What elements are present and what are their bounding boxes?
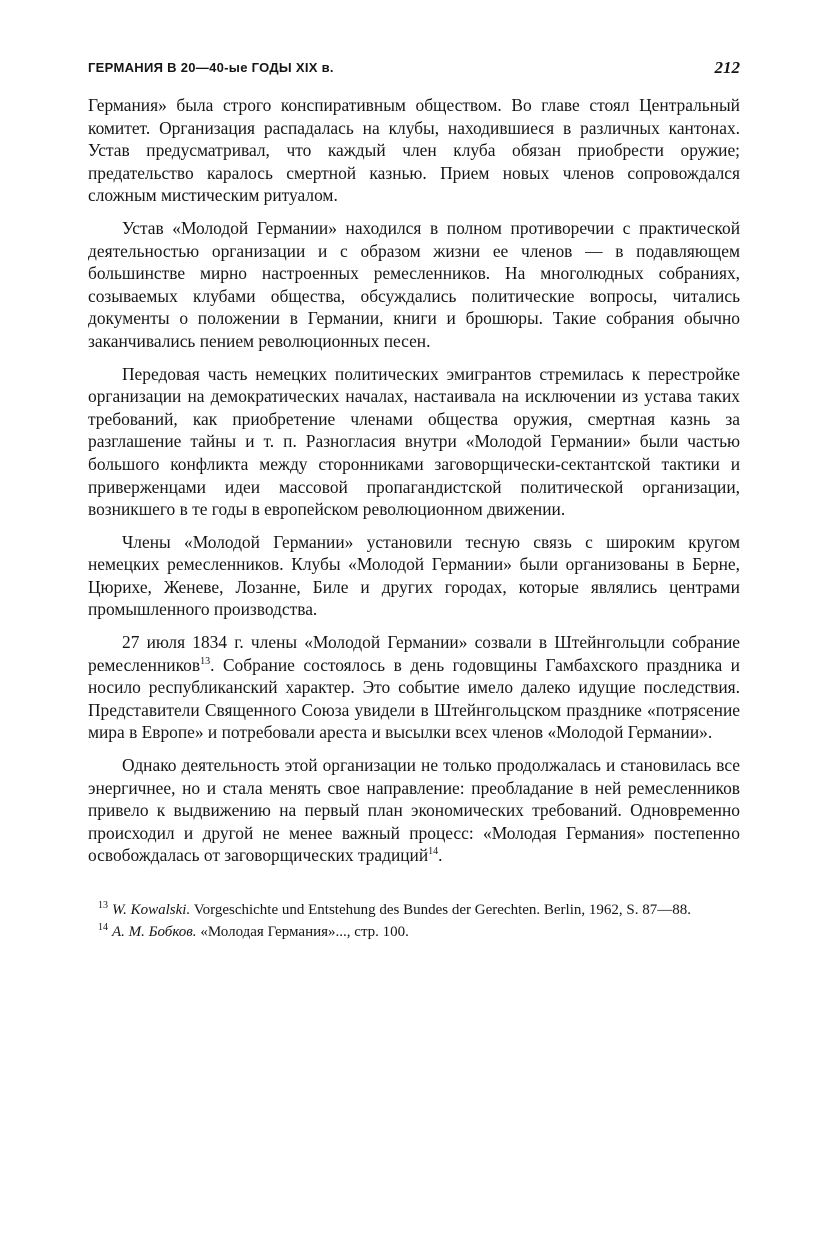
footnote-text: «Молодая Германия»..., стр. 100.	[200, 924, 409, 940]
footnotes	[88, 901, 740, 942]
footnote-ref-13: 13	[200, 655, 211, 667]
running-title: ГЕРМАНИЯ В 20—40-ые ГОДЫ XIX в.	[88, 60, 334, 75]
footnote-number: 13	[98, 900, 108, 911]
footnote-author: А. М. Бобков.	[112, 924, 197, 940]
footnote-number: 14	[98, 922, 108, 933]
book-page	[88, 56, 740, 945]
paragraph-3: Передовая часть немецких политических эмигрантов стремилась к перестройке организации на демократических началах, настаивала на исключении из устава таких требований, как приобретение членами общества оружия, смертная казнь за разглашение тайны и т. п. Разногласия внутри «Молодой Германии» были частью большого конфликта между сторонниками заговорщически-сектантской тактики и приверженцами идеи массовой пропагандистской политической организации, возникшего в те годы в европейском революционном движении.	[88, 363, 740, 520]
page-header	[88, 56, 740, 86]
paragraph-6-text: Однако деятельность этой организации не только продолжалась и становилась все энергичнее, но и стала менять свое направление: преобладание в ней ремесленников привело к выдвижению на первый план экономических требований. Одновременно происходил и другой не менее важный процесс: «Молодая Германия» постепенно освобождалась от заговорщических традиций	[88, 755, 740, 866]
body-text	[88, 94, 740, 867]
paragraph-5-text-a: 27 июля 1834 г. члены «Молодой Германии» созвали в Штейнгольцли собрание ремесленников	[88, 632, 740, 675]
footnote-14	[88, 923, 740, 942]
footnote-13	[88, 901, 740, 920]
footnote-text: Vorgeschichte und Entstehung des Bundes der Gerechten. Berlin, 1962, S. 87—88.	[193, 902, 691, 918]
paragraph-6-end: .	[438, 845, 443, 866]
footnote-ref-14: 14	[428, 846, 439, 858]
paragraph-2: Устав «Молодой Германии» находился в полном противоречии с практической деятельностью организации и с образом жизни ее членов — в подавляющем большинстве мирно настроенных ремесленников. На многолюдных собраниях, созываемых клубами общества, обсуждались политические вопросы, читались документы о положении в Германии, книги и брошюры. Такие собрания обычно заканчивались пением революционных песен.	[88, 217, 740, 351]
paragraph-1: Германия» была строго конспиративным обществом. Во главе стоял Центральный комитет. Организация распадалась на клубы, находившиеся в различных кантонах. Устав предусматривал, что каждый член клуба обязан приобрести оружие; предательство каралось смертной казнью. Прием новых членов сопровождался сложным мистическим ритуалом.	[88, 95, 740, 206]
page-number: 212	[714, 58, 740, 77]
paragraph-6	[88, 754, 740, 867]
paragraph-4: Члены «Молодой Германии» установили тесную связь с широким кругом немецких ремесленников. Клубы «Молодой Германии» были организованы в Берне, Цюрихе, Женеве, Лозанне, Биле и других городах, которые являлись центрами промышленного производства.	[88, 531, 740, 620]
paragraph-5-text-b: . Собрание состоялось в день годовщины Гамбахского праздника и носило республиканский характер. Это событие имело далеко идущие последствия. Представители Священного Союза увидели в Штейнгольцском празднике «потрясение мира в Европе» и потребовали ареста и высылки всех членов «Молодой Германии».	[88, 654, 740, 743]
footnote-author: W. Kowalski.	[112, 902, 191, 918]
paragraph-5	[88, 631, 740, 744]
